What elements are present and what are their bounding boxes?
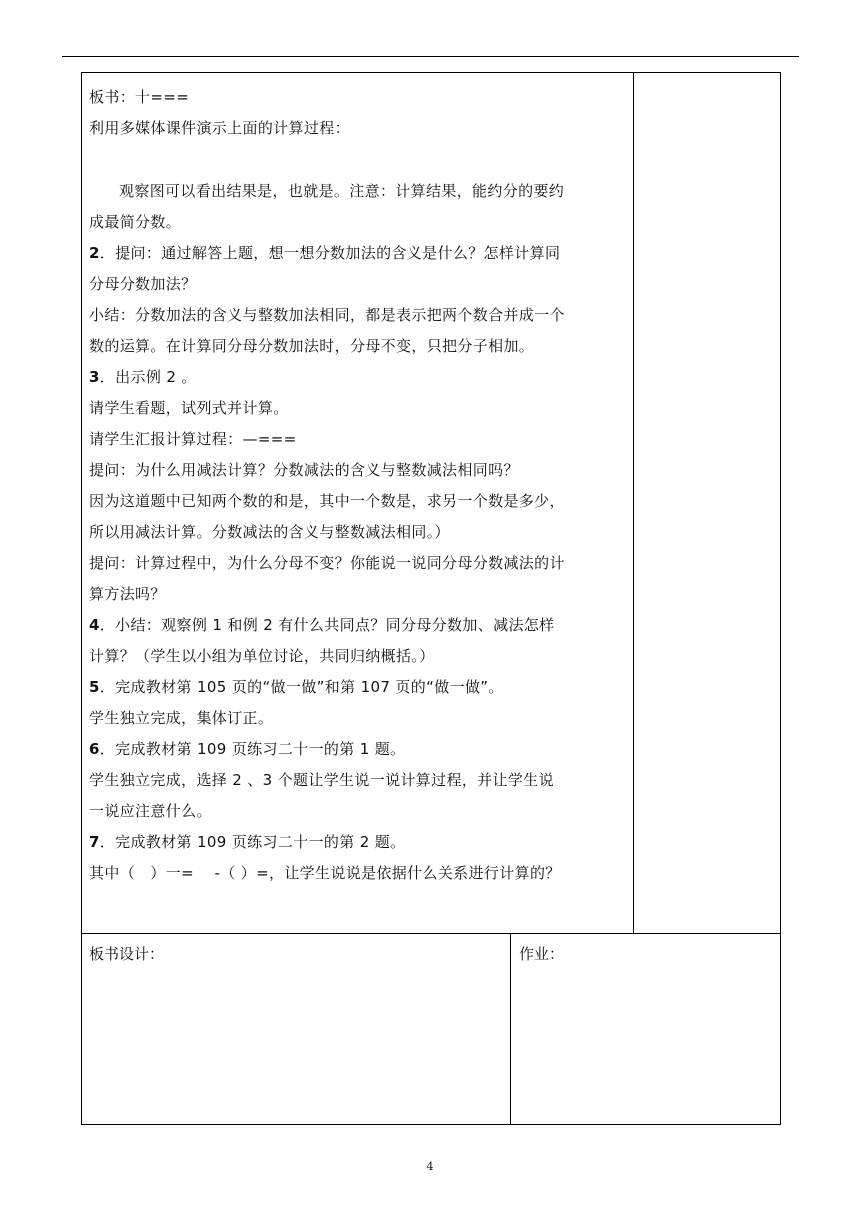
text-line: 3．出示例 2 。 (89, 368, 197, 386)
step-number: 5 (89, 678, 100, 696)
header-rule (62, 56, 799, 57)
step-number: 4 (89, 616, 100, 634)
text-line: 小结：分数加法的含义与整数加法相同，都是表示把两个数合并成一个 (89, 306, 565, 324)
text-line: 7．完成教材第 109 页练习二十一的第 2 题。 (89, 833, 406, 851)
text-line: 2．提问：通过解答上题，想一想分数加法的含义是什么？怎样计算同 (89, 244, 561, 262)
text-line: 计算？（学生以小组为单位讨论，共同归纳概括。） (89, 647, 435, 665)
step-number: 2 (89, 244, 100, 262)
page-number: 4 (426, 1160, 434, 1173)
text-line: 因为这道题中已知两个数的和是，其中一个数是，求另一个数是多少， (89, 492, 565, 510)
bottom-table-row (81, 933, 781, 1125)
text-line: 一说应注意什么。 (89, 802, 212, 820)
homework-label: 作业： (519, 945, 565, 963)
blank-line (89, 144, 629, 176)
text-line: 提问：为什么用减法计算？分数减法的含义与整数减法相同吗？ (89, 461, 519, 479)
text-line: 请学生看题，试列式并计算。 (89, 399, 289, 417)
step-number: 6 (89, 740, 100, 758)
text-line: 所以用减法计算。分数减法的含义与整数减法相同。） (89, 523, 450, 541)
text-line: 学生独立完成，选择 2 、3 个题让学生说一说计算过程，并让学生说 (89, 771, 554, 789)
text-line: 分母分数加法？ (89, 275, 197, 293)
text-line: 其中（ ）一= -（ ）=，让学生说说是依据什么关系进行计算的？ (89, 864, 561, 882)
lesson-process-text (89, 82, 629, 889)
text-line: 数的运算。在计算同分母分数加法时，分母不变，只把分子相加。 (89, 337, 535, 355)
text-line: 成最简分数。 (89, 213, 182, 231)
text-line: 请学生汇报计算过程：—=== (89, 430, 297, 448)
text-line: 算方法吗？ (89, 585, 166, 603)
step-number: 3 (89, 368, 100, 386)
step-number: 7 (89, 833, 100, 851)
bottom-column-divider (510, 933, 511, 1125)
text-line: 板书：十=== (89, 88, 190, 106)
text-line: 5．完成教材第 105 页的“做一做”和第 107 页的“做一做”。 (89, 678, 504, 696)
text-line: 学生独立完成，集体订正。 (89, 709, 274, 727)
text-line: 6．完成教材第 109 页练习二十一的第 1 题。 (89, 740, 406, 758)
notes-column-divider (633, 72, 634, 934)
text-line: 4．小结：观察例 1 和例 2 有什么共同点？同分母分数加、减法怎样 (89, 616, 555, 634)
text-line: 观察图可以看出结果是，也就是。注意：计算结果，能约分的要约 (119, 182, 565, 200)
text-line: 提问：计算过程中，为什么分母不变？你能说一说同分母分数减法的计 (89, 554, 565, 572)
board-design-label: 板书设计： (89, 945, 165, 963)
text-line: 利用多媒体课件演示上面的计算过程： (89, 119, 350, 137)
